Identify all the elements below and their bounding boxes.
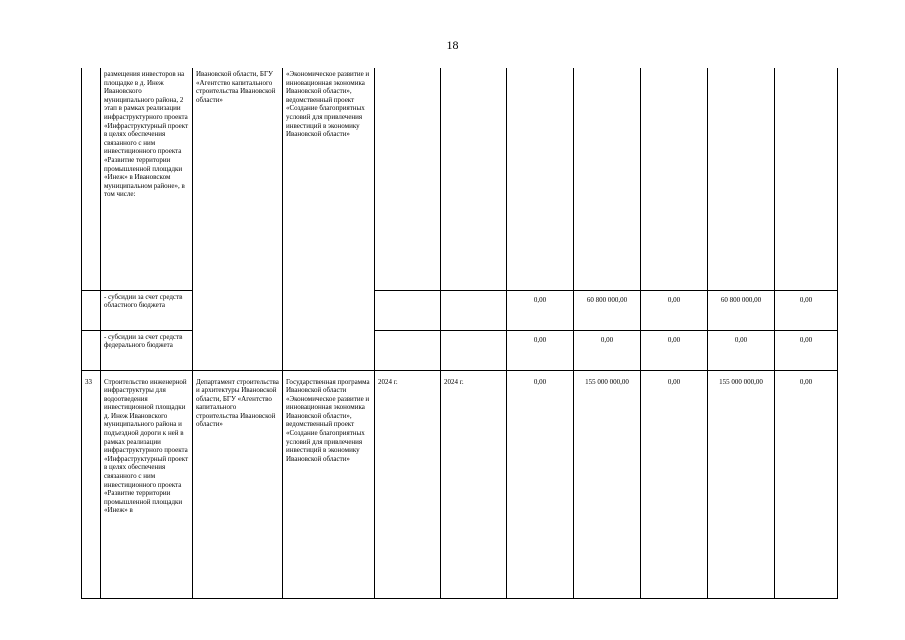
row-index [82,330,101,370]
start-year-cell [375,68,441,290]
value-cell: 60 800 000,00 [574,290,641,330]
end-year-cell [441,290,507,330]
executor-cell: Ивановской области, БГУ «Агентство капитального строительства Ивановской области» [193,68,283,290]
value-cell: 0,00 [775,370,838,598]
end-year-cell [441,330,507,370]
table-row [82,68,838,290]
value-cell: 155 000 000,00 [574,370,641,598]
row-index [82,290,101,330]
value-cell: 0,00 [574,330,641,370]
value-cell: 0,00 [775,330,838,370]
end-year-cell: 2024 г. [441,370,507,598]
value-cell: 0,00 [641,370,708,598]
value-cell [775,68,838,290]
row-index: 33 [82,370,101,598]
start-year-cell [375,330,441,370]
page-number: 18 [446,38,459,52]
measure-name-cell: размещения инвесторов на площадке в д. Инеж Ивановского муниципального района, 2 этап в рамках реализации инфраструктурного проекта «Инфраструктурный проект в целях обеспечения связанного с ним инвестиционного проекта «Развитие территории промышленной площадки «Инеж» в Ивановском муниципальном районе», в том числе: [101,68,193,290]
value-cell: 155 000 000,00 [708,370,775,598]
measure-name-cell: - субсидии за счет средств федерального бюджета [101,330,193,370]
value-cell: 0,00 [641,330,708,370]
program-table [81,68,838,599]
value-cell: 0,00 [708,330,775,370]
value-cell: 0,00 [775,290,838,330]
value-cell: 0,00 [507,370,574,598]
value-cell [708,68,775,290]
value-cell [574,68,641,290]
program-cell [283,290,375,370]
measure-name-cell: Строительство инженерной инфраструктуры для водоотведения инвестиционной площадки д. Инеж Ивановского муниципального района и подъездной дороги к ней в рамках реализации инфраструктурного проекта «Инфраструктурный проект в целях обеспечения связанного с ним инвестиционного проекта «Развитие территории промышленной площадки «Инеж» в [101,370,193,598]
value-cell: 60 800 000,00 [708,290,775,330]
value-cell [507,68,574,290]
program-cell: «Экономическое развитие и инновационная экономика Ивановской области», ведомственный проект «Создание благоприятных условий для привлечения инвестиций в экономику Ивановской области» [283,68,375,290]
measure-name-cell: - субсидии за счет средств областного бюджета [101,290,193,330]
table-row [82,290,838,330]
table-row [82,370,838,598]
end-year-cell [441,68,507,290]
executor-cell [193,290,283,370]
start-year-cell: 2024 г. [375,370,441,598]
start-year-cell [375,290,441,330]
value-cell: 0,00 [641,290,708,330]
program-cell: Государственная программа Ивановской области «Экономическое развитие и инновационная экономика Ивановской области», ведомственный проект «Создание благоприятных условий для привлечения инвестиций в экономику Ивановской области» [283,370,375,598]
value-cell: 0,00 [507,290,574,330]
value-cell: 0,00 [507,330,574,370]
row-index [82,68,101,290]
executor-cell: Департамент строительства и архитектуры Ивановской области, БГУ «Агентство капитального строительства Ивановской области» [193,370,283,598]
value-cell [641,68,708,290]
